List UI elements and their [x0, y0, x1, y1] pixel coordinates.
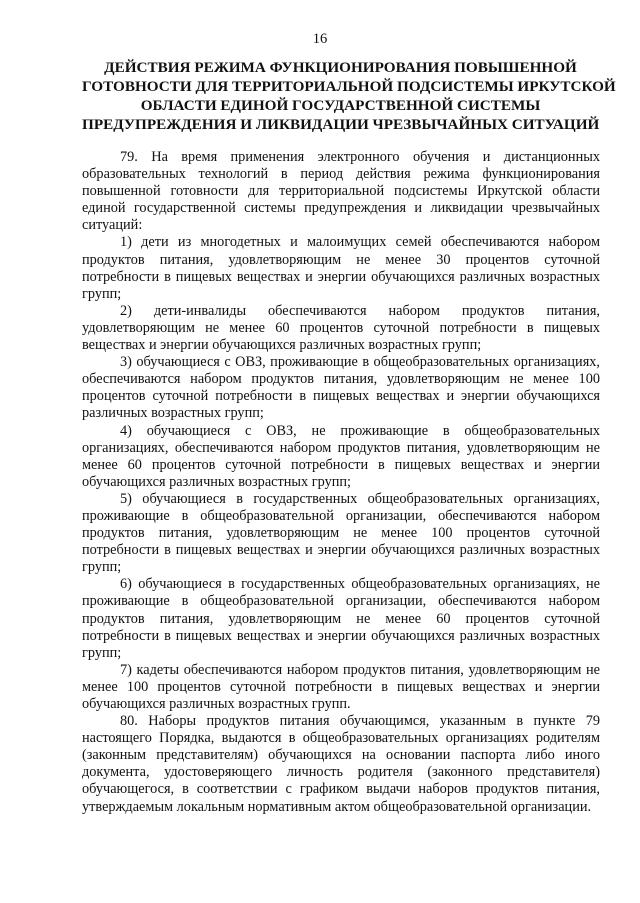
paragraph-79: 79. На время применения электронного обучения и дистанционных образовательных технологий в период действия режима функционирования повышенной готовности для территориальной подсистемы Иркутской области единой государственной системы предупреждения и ликвидации чрезвычайных ситуаций:: [82, 149, 600, 234]
document-body: [82, 149, 600, 816]
list-item-6: 6) обучающиеся в государственных общеобразовательных организациях, не проживающие в общеобразовательной организации, обеспечиваются набором продуктов питания, удовлетворяющим не менее 60 процентов суточной потребности в пищевых веществах и энергии обучающихся различных возрастных групп;: [82, 576, 600, 661]
section-heading: [82, 58, 616, 134]
heading-line: ПРЕДУПРЕЖДЕНИЯ И ЛИКВИДАЦИИ ЧРЕЗВЫЧАЙНЫХ СИТУАЦИЙ: [82, 116, 600, 133]
heading-line: ОБЛАСТИ ЕДИНОЙ ГОСУДАРСТВЕННОЙ СИСТЕМЫ: [140, 97, 541, 114]
page-number: 16: [312, 31, 328, 47]
list-item-1: 1) дети из многодетных и малоимущих семей обеспечиваются набором продуктов питания, удовлетворяющим не менее 30 процентов суточной потребности в пищевых веществах и энергии обучающихся различных возрастных групп;: [82, 234, 600, 302]
list-item-5: 5) обучающиеся в государственных общеобразовательных организациях, проживающие в общеобразовательной организации, обеспечиваются набором продуктов питания, удовлетворяющим не менее 100 процентов суточной потребности в пищевых веществах и энергии обучающихся различных возрастных групп;: [82, 490, 600, 576]
list-item-2: 2) дети-инвалиды обеспечиваются набором продуктов питания, удовлетворяющим не менее 60 процентов суточной потребности в пищевых веществах и энергии обучающихся различных возрастных групп;: [82, 302, 600, 354]
list-item-7: 7) кадеты обеспечиваются набором продуктов питания, удовлетворяющим не менее 100 процентов суточной потребности в пищевых веществах и энергии обучающихся различных возрастных групп.: [82, 661, 600, 712]
paragraph-80: 80. Наборы продуктов питания обучающимся, указанным в пункте 79 настоящего Порядка, выдаются в общеобразовательных организациях родителям (законным представителям) обучающихся на основании паспорта либо иного документа, удостоверяющего личность родителя (законного представителя) обучающегося, в соответствии с графиком выдачи наборов продуктов питания, утверждаемым локальным нормативным актом общеобразовательной организации.: [82, 713, 600, 815]
list-item-3: 3) обучающиеся с ОВЗ, проживающие в общеобразовательных организациях, обеспечиваются набором продуктов питания, удовлетворяющим не менее 100 процентов суточной потребности в пищевых веществах и энергии обучающихся различных возрастных групп;: [82, 354, 600, 422]
heading-line: ДЕЙСТВИЯ РЕЖИМА ФУНКЦИОНИРОВАНИЯ ПОВЫШЕННОЙ: [104, 59, 577, 76]
list-item-4: 4) обучающиеся с ОВЗ, не проживающие в общеобразовательных организациях, обеспечиваются набором продуктов питания, удовлетворяющим не менее 60 процентов суточной потребности в пищевых веществах и энергии обучающихся различных возрастных групп;: [82, 422, 600, 490]
heading-line: ГОТОВНОСТИ ДЛЯ ТЕРРИТОРИАЛЬНОЙ ПОДСИСТЕМЫ ИРКУТСКОЙ: [82, 78, 616, 95]
